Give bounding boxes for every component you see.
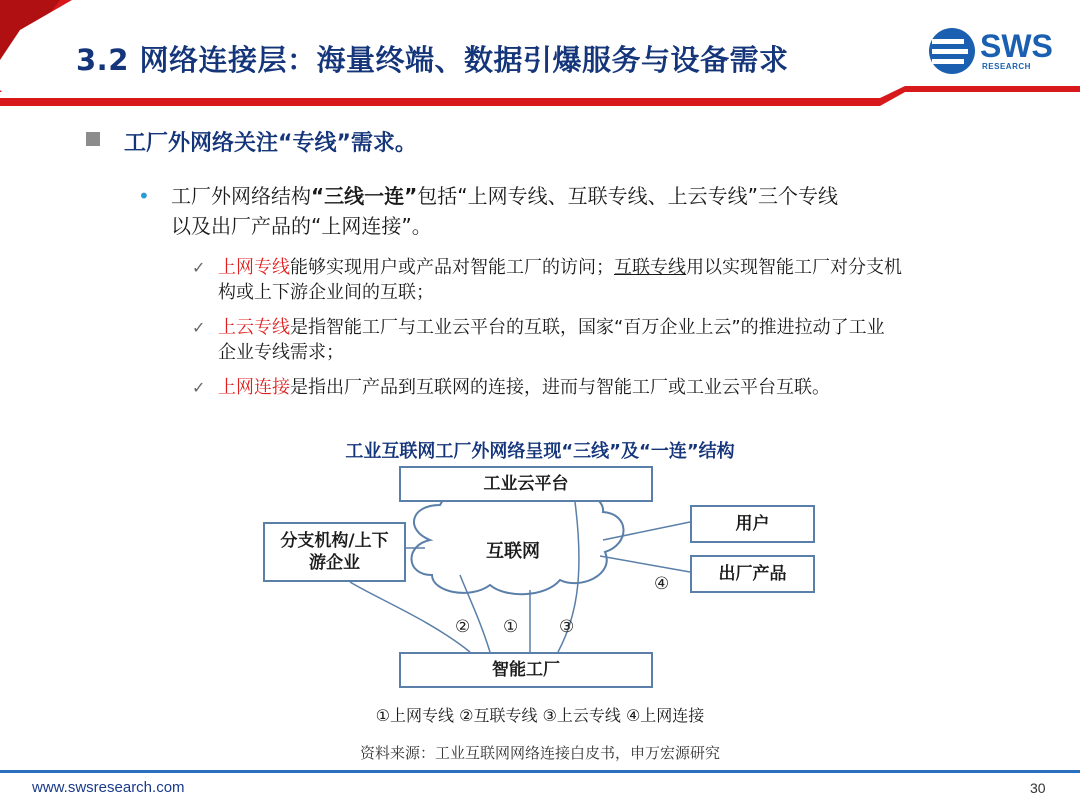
page-number: 30 [1030,780,1046,796]
point-2-line-2: 企业专线需求； [218,342,344,363]
point-2-text: 是指智能工厂与工业云平台的互联，国家“百万企业上云”的推进拉动了工业 [290,317,885,338]
point-1-text-2: 用以实现智能工厂对分支机 [686,257,902,278]
check-icon: ✓ [192,258,206,277]
check-icon: ✓ [192,378,206,397]
logo-wordmark: SWS [980,28,1053,64]
page-title: 3.2 网络连接层：海量终端、数据引爆服务与设备需求 [76,43,789,77]
intro-emphasis: “三线一连” [311,184,418,208]
node-factory: 智能工厂 [399,652,653,688]
node-user: 用户 [690,505,815,543]
label-3: ③ [559,617,575,637]
intro-text-cont: 包括“上网专线、互联专线、上云专线”三个专线 [417,184,839,208]
intro-line-2: 以及出厂产品的“上网连接”。 [171,214,432,238]
logo-subtitle: RESEARCH [982,62,1031,71]
dot-bullet-icon: • [138,184,150,208]
point-3-keyword: 上网连接 [218,377,290,398]
diagram-legend: ①上网专线 ②互联专线 ③上云专线 ④上网连接 [375,706,705,725]
label-4: ④ [654,574,670,594]
label-2: ② [455,617,471,637]
point-1-keyword: 上网专线 [218,257,290,278]
intro-text: 工厂外网络结构 [171,184,311,208]
node-cloud-platform: 工业云平台 [399,466,653,502]
label-1: ① [503,617,519,637]
point-3-text: 是指出厂产品到互联网的连接，进而与智能工厂或工业云平台互联。 [290,377,830,398]
footer-divider [0,770,1080,773]
section-heading: 工厂外网络关注“专线”需求。 [124,131,417,156]
point-1-underlined: 互联专线 [614,257,686,278]
point-1-text: 能够实现用户或产品对智能工厂的访问； [290,257,614,278]
node-branch: 分支机构/上下游企业 [263,522,406,582]
diagram-title: 工业互联网工厂外网络呈现“三线”及“一连”结构 [345,441,735,462]
footer-url[interactable]: www.swsresearch.com [32,779,185,796]
point-2-keyword: 上云专线 [218,317,290,338]
point-1-line-2: 构或上下游企业间的互联； [218,282,434,303]
node-internet: 互联网 [486,541,540,562]
check-icon: ✓ [192,318,206,337]
node-product: 出厂产品 [690,555,815,593]
source-note: 资料来源：工业互联网网络连接白皮书，申万宏源研究 [359,744,720,762]
